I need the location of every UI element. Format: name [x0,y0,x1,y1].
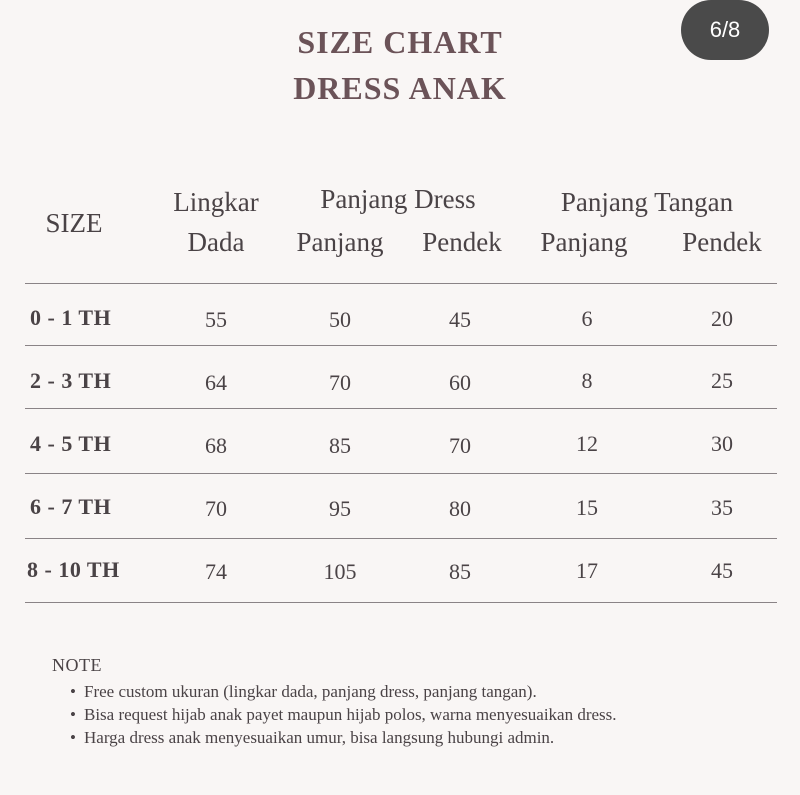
dress-panjang-cell: 70 [329,370,351,395]
lingkar-dada-cell: 70 [205,496,227,521]
dress-pendek-cell: 85 [449,559,471,584]
header-panjang-tangan: Panjang Tangan [560,187,734,217]
tangan-pendek-cell: 35 [711,495,733,520]
tangan-pendek-cell: 30 [711,431,733,456]
tangan-panjang-cell: 8 [581,368,593,393]
size-cell: 0 - 1 TH [30,305,112,330]
dress-panjang-cell: 105 [323,559,357,584]
bullet-icon: • [70,682,76,701]
note-item [52,726,772,749]
page-title: SIZE CHART [297,24,503,60]
bullet-icon: • [70,705,76,724]
page-counter-badge: 6/8 [681,0,769,60]
table-row-rule [25,473,777,474]
header-lingkar: Lingkar [173,187,259,217]
header-size: SIZE [45,208,103,238]
size-cell: 2 - 3 TH [30,368,112,393]
tangan-pendek-cell: 20 [711,306,733,331]
note-item-text: Harga dress anak menyesuaikan umur, bisa langsung hubungi admin. [84,728,555,747]
dress-panjang-cell: 95 [329,496,351,521]
header-tangan-pendek: Pendek [682,227,762,257]
size-cell: 4 - 5 TH [30,431,112,456]
table-row-rule [25,408,777,409]
note-item [52,703,772,726]
header-dress-panjang: Panjang [296,227,384,257]
lingkar-dada-cell: 64 [205,370,227,395]
bullet-icon: • [70,728,76,747]
lingkar-dada-cell: 74 [205,559,227,584]
note-item-text: Bisa request hijab anak payet maupun hijab polos, warna menyesuaikan dress. [84,705,617,724]
header-panjang-dress: Panjang Dress [320,184,476,214]
tangan-panjang-cell: 6 [581,306,593,331]
tangan-panjang-cell: 15 [576,495,598,520]
header-dress-pendek: Pendek [422,227,502,257]
lingkar-dada-cell: 68 [205,433,227,458]
size-cell: 8 - 10 TH [27,557,120,582]
tangan-panjang-cell: 12 [576,431,598,456]
note-list [52,680,772,749]
header-dada: Dada [187,227,245,257]
tangan-pendek-cell: 25 [711,368,733,393]
table-header-rule [25,283,777,284]
dress-pendek-cell: 80 [449,496,471,521]
table-row-rule [25,345,777,346]
dress-pendek-cell: 70 [449,433,471,458]
table-bottom-rule [25,602,777,603]
dress-pendek-cell: 45 [449,307,471,332]
header-tangan-panjang: Panjang [540,227,628,257]
note-item [52,680,772,703]
tangan-pendek-cell: 45 [711,558,733,583]
dress-pendek-cell: 60 [449,370,471,395]
note-section [52,655,772,749]
dress-panjang-cell: 50 [329,307,351,332]
table-row-rule [25,538,777,539]
note-title: NOTE [52,655,102,675]
dress-panjang-cell: 85 [329,433,351,458]
size-cell: 6 - 7 TH [30,494,112,519]
note-item-text: Free custom ukuran (lingkar dada, panjang dress, panjang tangan). [84,682,537,701]
tangan-panjang-cell: 17 [576,558,598,583]
lingkar-dada-cell: 55 [205,307,227,332]
page-subtitle: DRESS ANAK [293,70,507,106]
